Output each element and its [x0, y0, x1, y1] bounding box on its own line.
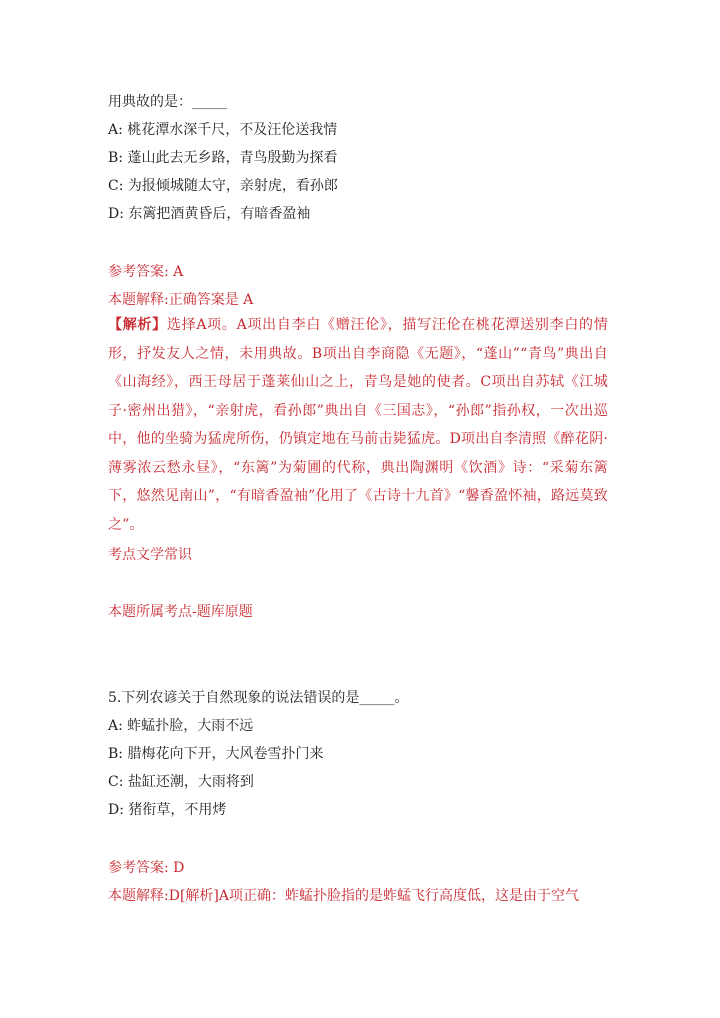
reference-answer: 参考答案: A	[108, 264, 184, 280]
option-a: A: 蚱蜢扑脸，大雨不远	[108, 718, 254, 734]
analysis-tag: 【解析】	[108, 317, 167, 333]
analysis-paragraph	[108, 311, 608, 539]
option-b: B: 蓬山此去无乡路，青鸟殷勤为探看	[108, 150, 338, 166]
question-stem: 用典故的是：_____	[108, 94, 227, 110]
option-a: A: 桃花潭水深千尺，不及汪伦送我情	[108, 122, 338, 138]
option-d: D: 东篱把酒黄昏后，有暗香盈袖	[108, 206, 311, 222]
analysis-body: 选择A项。A项出自李白《赠汪伦》，描写汪伦在桃花潭送别李白的情形，抒发友人之情，未用典故。B项出自李商隐《无题》，“蓬山”“青鸟”典出自《山海经》，西王母居于蓬莱仙山之上，青鸟是她的使者。C项出自苏轼《江城子·密州出猎》，“亲射虎，看孙郎”典出自《三国志》，“孙郎”指孙权，一次出巡中，他的坐骑为猛虎所伤，仍镇定地在马前击毙猛虎。D项出自李清照《醉花阴·薄雾浓云愁永昼》，“东篱”为菊圃的代称，典出陶渊明《饮酒》诗：“采菊东篱下，悠然见南山”，“有暗香盈袖”化用了《古诗十九首》“馨香盈怀袖，路远莫致之”。	[108, 317, 608, 533]
option-b: B: 腊梅花向下开，大风卷雪扑门来	[108, 746, 324, 762]
explanation-head: 本题解释:D[解析]A项正确：蚱蜢扑脸指的是蚱蜢飞行高度低，这是由于空气	[108, 888, 579, 904]
explanation-head: 本题解释:正确答案是 A	[108, 292, 254, 308]
source-label: 本题所属考点-题库原题	[108, 604, 253, 620]
topic-label: 考点文学常识	[108, 547, 192, 563]
reference-answer: 参考答案: D	[108, 860, 185, 876]
option-c: C: 为报倾城随太守，亲射虎，看孙郎	[108, 178, 338, 194]
question-stem: 5.下列农谚关于自然现象的说法错误的是_____。	[108, 690, 409, 706]
option-c: C: 盐缸还潮，大雨将到	[108, 774, 254, 790]
option-d: D: 猪衔草，不用烤	[108, 802, 227, 818]
